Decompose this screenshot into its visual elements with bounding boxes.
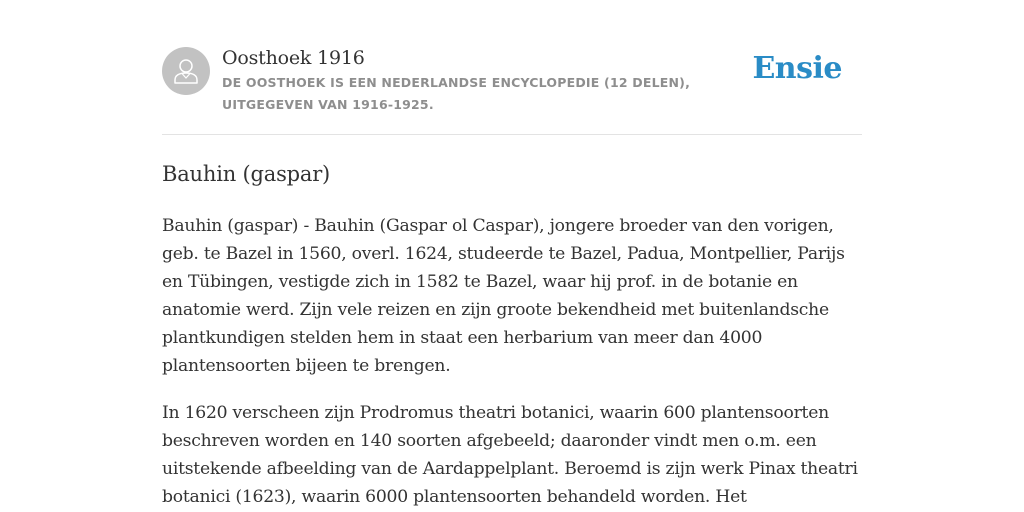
source-avatar[interactable]: [162, 47, 210, 95]
user-icon: [172, 56, 200, 86]
entry-paragraph: Bauhin (gaspar) - Bauhin (Gaspar ol Caspar), jongere broeder van den vorigen, geb. te Bazel in 1560, overl. 1624, studeerde te Bazel, Padua, Montpellier, Parijs en Tübingen, vestigde zich in 1582 te Bazel, waar hij prof. in de botanie en anatomie werd. Zijn vele reizen en zijn groote bekendheid met buitenlandsche plantkundigen stelden hem in staat een herbarium van meer dan 4000 plantensoorten bijeen te brengen.: [162, 216, 845, 376]
source-info: [222, 46, 762, 116]
entry-title: Bauhin (gaspar): [162, 162, 331, 186]
entry-paragraph: In 1620 verscheen zijn Prodromus theatri botanici, waarin 600 plantensoorten beschreven worden en 140 soorten afgebeeld; daaronder vindt men o.m. een uitstekende afbeelding van de Aardappelplant. Beroemd is zijn werk Pinax theatri botanici (1623), waarin 6000 plantensoorten behandeld worden. Het: [162, 403, 858, 507]
page-container: [162, 0, 862, 507]
ensie-logo[interactable]: Ensie: [752, 51, 842, 86]
entry-body: [162, 212, 862, 512]
source-description: DE OOSTHOEK IS EEN NEDERLANDSE ENCYCLOPEDIE (12 DELEN), UITGEGEVEN VAN 1916-1925.: [222, 75, 691, 112]
source-header: [162, 0, 862, 135]
source-title[interactable]: Oosthoek 1916: [222, 47, 365, 69]
